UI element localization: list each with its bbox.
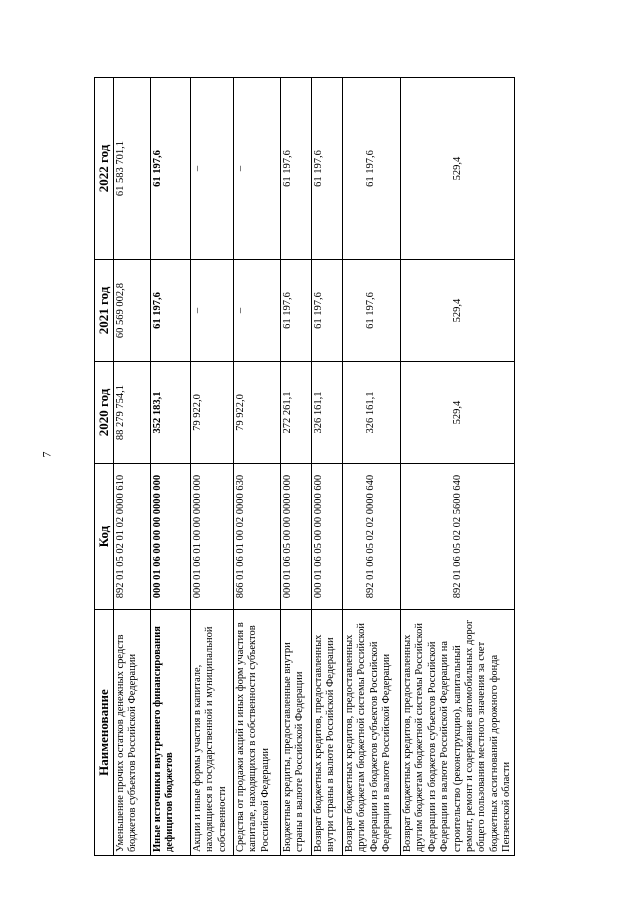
row-value-2021: 61 197,6 [343,260,401,362]
row-value-2021: 529,4 [401,260,515,362]
row-value-2022: 61 197,6 [312,78,343,260]
page-number: 7 [39,451,54,458]
row-code: 892 01 06 05 02 02 5600 640 [401,464,515,610]
table-row [151,78,191,856]
table-row [191,78,234,856]
row-name: Бюджетные кредиты, предоставленные внутри страны в валюте Российской Федерации [281,610,312,856]
row-code: 000 01 06 00 00 00 0000 000 [151,464,191,610]
row-value-2022: 529,4 [401,78,515,260]
row-value-2020: 326 161,1 [312,362,343,464]
header-2020: 2020 год [95,362,114,464]
row-name: Возврат бюджетных кредитов, предоставленных другим бюджетам бюджетной системы Российской Федерации из бюджетов субъектов Российской Федерации в валюте Российской Федерации на строительство (реконструкцию), капитальный ремонт, ремонт и содержание автомобильных дорог общего пользования местного значения за счет бюджетных ассигнований дорожного фонда Пензенской области [401,610,515,856]
row-code: 892 01 06 05 02 02 0000 640 [343,464,401,610]
row-value-2021: – [234,260,281,362]
row-name: Уменьшение прочих остатков денежных средств бюджетов субъектов Российской Федерации [114,610,151,856]
row-value-2021: 61 197,6 [281,260,312,362]
row-code: 000 01 06 05 00 00 0000 600 [312,464,343,610]
header-name: Наименование [95,610,114,856]
row-value-2022: 61 197,6 [151,78,191,260]
row-value-2020: 79 922,0 [191,362,234,464]
row-value-2020: 326 161,1 [343,362,401,464]
table-header-row [95,78,114,856]
row-value-2020: 88 279 754,1 [114,362,151,464]
row-value-2020: 272 261,1 [281,362,312,464]
row-value-2022: 61 197,6 [281,78,312,260]
table-row [401,78,515,856]
row-value-2020: 79 922,0 [234,362,281,464]
row-code: 000 01 06 05 00 00 0000 000 [281,464,312,610]
row-value-2022: 61 583 701,1 [114,78,151,260]
row-value-2021: 61 197,6 [312,260,343,362]
row-value-2020: 529,4 [401,362,515,464]
row-value-2021: 61 197,6 [151,260,191,362]
rotated-table-container [94,78,512,856]
row-value-2022: – [191,78,234,260]
row-code: 000 01 06 01 00 00 0000 000 [191,464,234,610]
table-row [234,78,281,856]
table-row [343,78,401,856]
row-value-2021: – [191,260,234,362]
table-row [114,78,151,856]
row-name: Иные источники внутреннего финансирования дефицитов бюджетов [151,610,191,856]
financing-sources-table [94,77,515,856]
row-value-2020: 352 183,1 [151,362,191,464]
row-value-2022: 61 197,6 [343,78,401,260]
header-code: Код [95,464,114,610]
header-2022: 2022 год [95,78,114,260]
row-name: Возврат бюджетных кредитов, предоставленных другим бюджетам бюджетной системы Российской Федерации из бюджетов субъектов Российской Федерации в валюте Российской Федерации [343,610,401,856]
row-name: Средства от продажи акций и иных форм участия в капитале, находящихся в собственности субъектов Российской Федерации [234,610,281,856]
row-value-2021: 60 569 002,8 [114,260,151,362]
row-code: 892 01 05 02 01 02 0000 610 [114,464,151,610]
table-row [312,78,343,856]
row-code: 866 01 06 01 00 02 0000 630 [234,464,281,610]
row-value-2022: – [234,78,281,260]
table-row [281,78,312,856]
row-name: Возврат бюджетных кредитов, предоставленных внутри страны в валюте Российской Федерации [312,610,343,856]
row-name: Акции и иные формы участия в капитале, находящиеся в государственной и муниципальной собственности [191,610,234,856]
header-2021: 2021 год [95,260,114,362]
